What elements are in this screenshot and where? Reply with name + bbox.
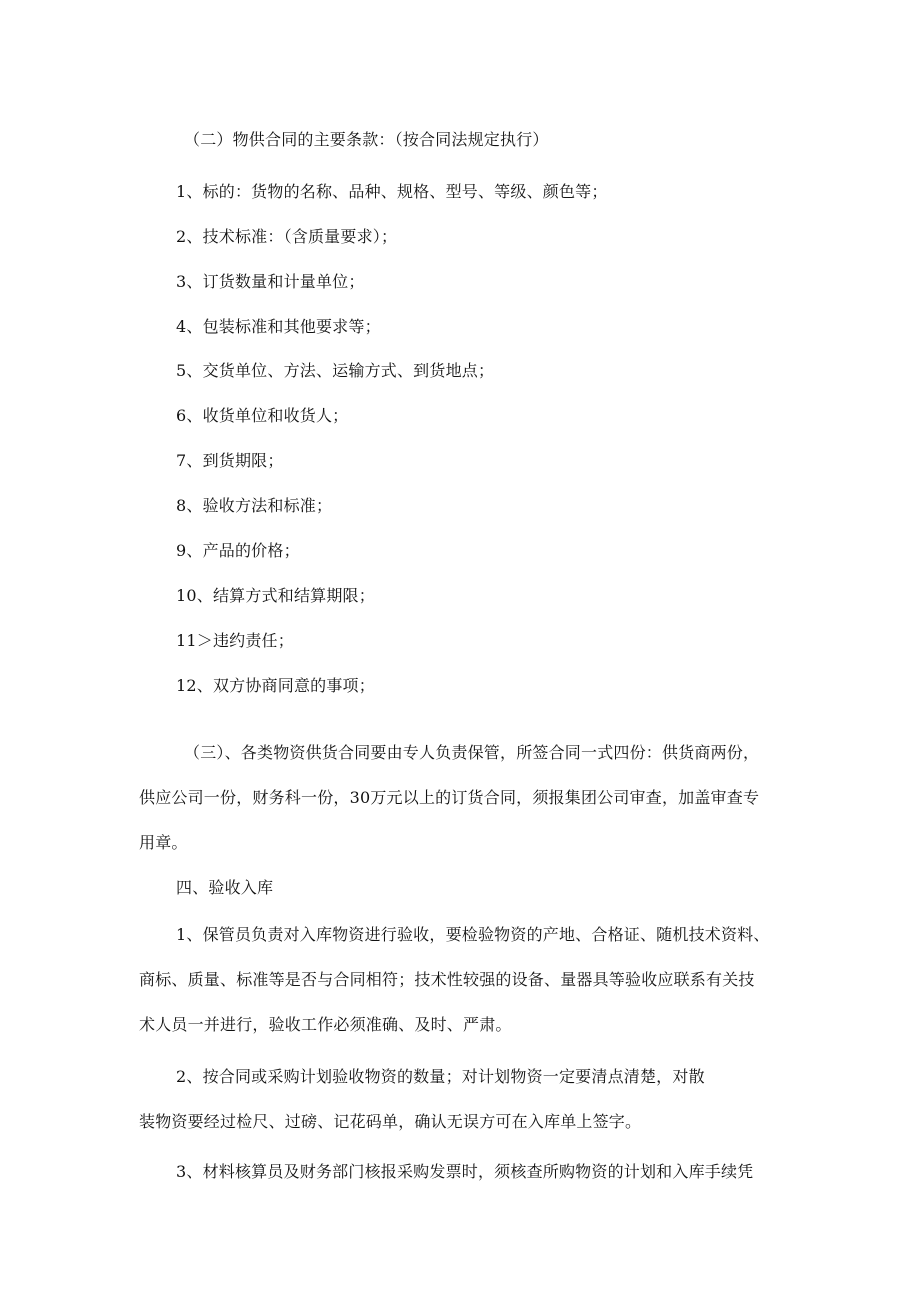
list-item: 1、标的：货物的名称、品种、规格、型号、等级、颜色等； [176,182,608,201]
list-item: 11＞违约责任； [176,631,294,650]
list-item: 6、收货单位和收货人； [176,406,349,425]
list-item: 7、到货期限； [176,451,284,470]
section4-p2-line: 2、按合同或采购计划验收物资的数量；对计划物资一定要清点清楚，对散 [176,1067,705,1086]
list-item: 9、产品的价格； [176,541,300,560]
section3-line: （三）、各类物资供货合同要由专人负责保管，所签合同一式四份：供货商两份， [184,743,760,762]
list-item: 5、交货单位、方法、运输方式、到货地点； [176,361,495,380]
section4-p1-line: 商标、质量、标准等是否与合同相符；技术性较强的设备、量器具等验收应联系有关技 [139,970,755,989]
section4-p1-line: 1、保管员负责对入库物资进行验收，要检验物资的产地、合格证、随机技术资料、 [176,925,770,944]
list-item: 10、结算方式和结算期限； [176,586,375,605]
section2-heading: （二）物供合同的主要条款：（按合同法规定执行） [184,130,549,149]
list-item: 12、双方协商同意的事项； [176,676,375,695]
section3-line: 用章。 [139,833,188,852]
section3-line: 供应公司一份，财务科一份，30万元以上的订货合同，须报集团公司审查，加盖审查专 [139,788,760,807]
section4-p1-line: 术人员一并进行，验收工作必须准确、及时、严肃。 [139,1015,512,1034]
list-item: 2、技术标准：（含质量要求）； [176,227,398,246]
list-item: 4、包装标准和其他要求等； [176,317,381,336]
list-item: 3、订货数量和计量单位； [176,272,365,291]
section4-p3-line: 3、材料核算员及财务部门核报采购发票时，须核查所购物资的计划和入库手续凭 [176,1162,754,1181]
section4-heading: 四、验收入库 [176,878,274,897]
section4-p2-line: 装物资要经过检尺、过磅、记花码单，确认无误方可在入库单上签字。 [139,1112,642,1131]
list-item: 8、验收方法和标准； [176,496,333,515]
